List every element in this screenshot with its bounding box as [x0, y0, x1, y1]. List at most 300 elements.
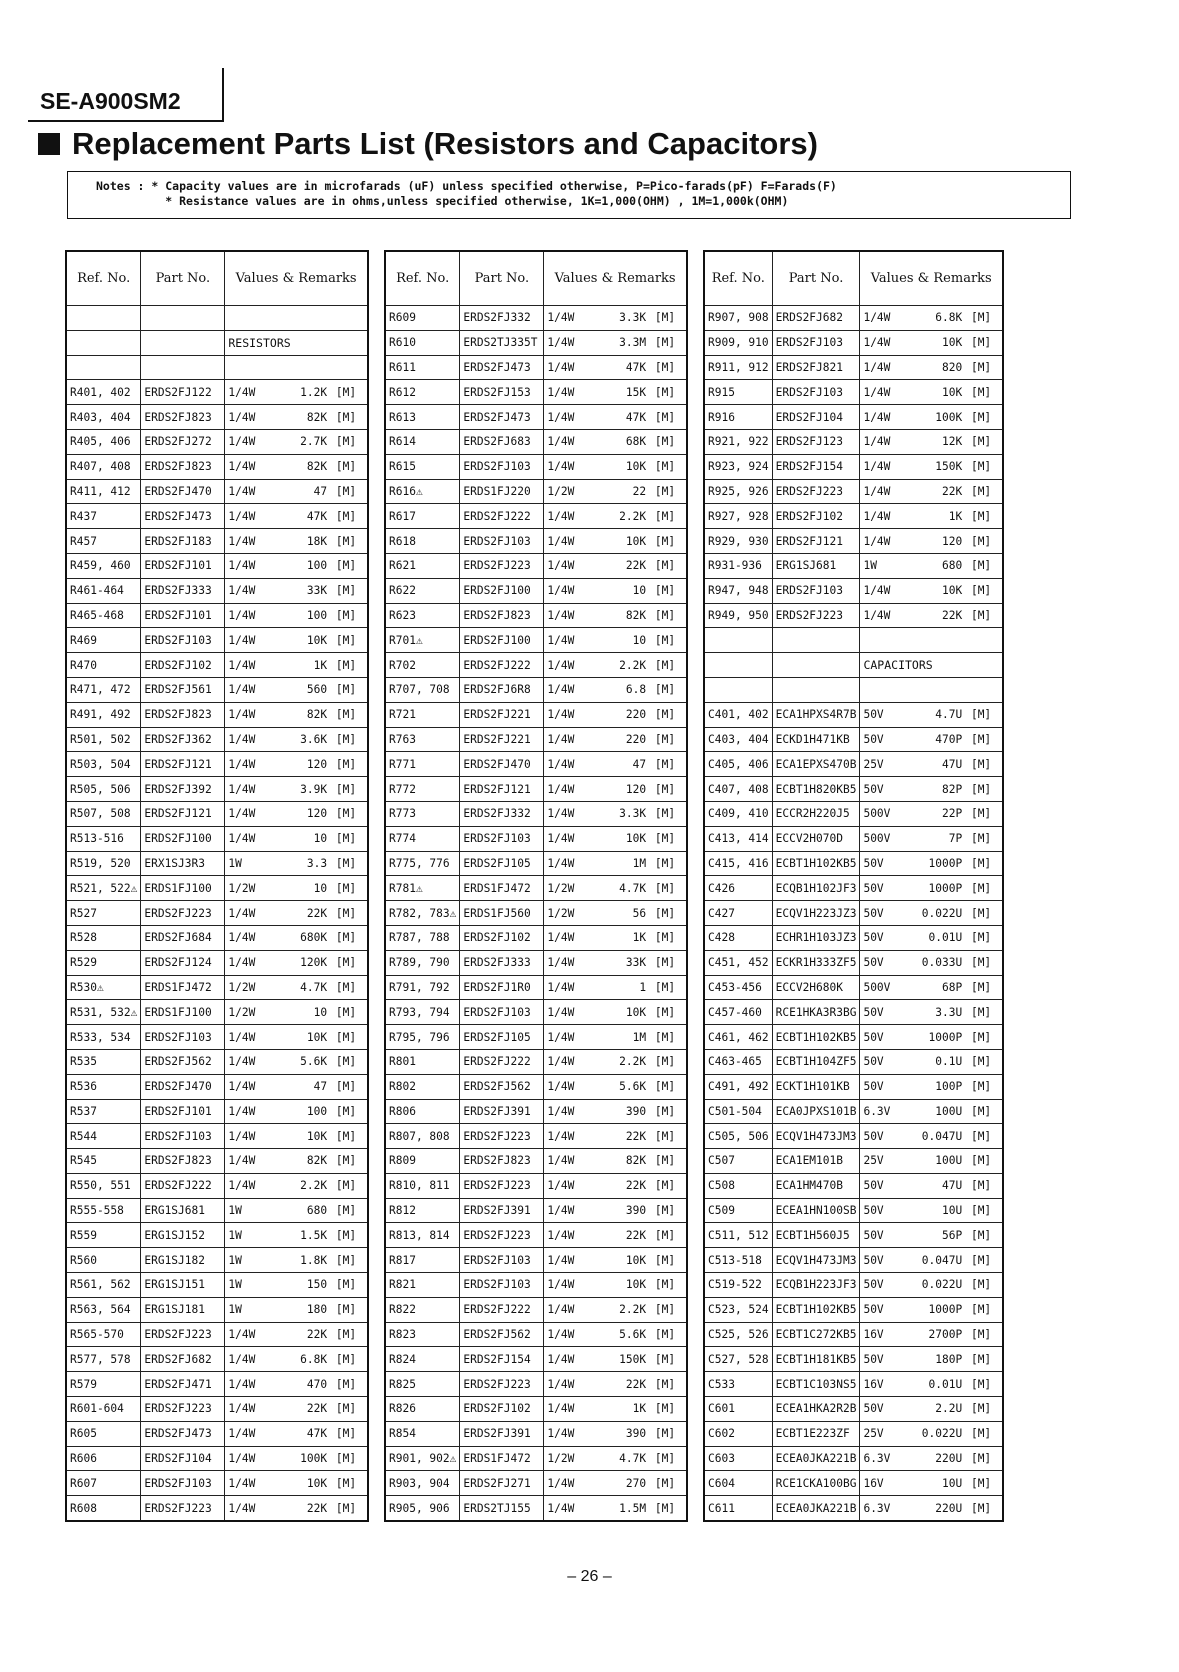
- values-remarks: [228, 907, 364, 920]
- table-row: [66, 553, 368, 578]
- value: 3.3U: [935, 1005, 963, 1019]
- values-remarks: [863, 559, 999, 572]
- rating: 1/4W: [863, 608, 891, 622]
- values-cell: [225, 1248, 368, 1273]
- part-no: ERDS2FJ6R8: [460, 677, 544, 702]
- ref-no: R824: [385, 1347, 460, 1372]
- values-remarks: [228, 1254, 364, 1267]
- rating: 50V: [863, 881, 884, 895]
- ref-no: C603: [704, 1446, 772, 1471]
- value: 1.5M: [619, 1501, 647, 1515]
- values-cell: [225, 578, 368, 603]
- values-remarks: [228, 683, 364, 696]
- values-remarks: [228, 1006, 364, 1019]
- value: 47: [313, 484, 328, 498]
- remark: [M]: [654, 608, 676, 622]
- ref-no: [66, 306, 141, 331]
- values-remarks: [547, 683, 683, 696]
- table-row: [66, 306, 368, 331]
- part-no: ECCV2H070D: [772, 826, 860, 851]
- values-remarks: [547, 460, 683, 473]
- table-row: [66, 777, 368, 802]
- ref-no: R437: [66, 504, 141, 529]
- values-cell: [225, 429, 368, 454]
- part-no: ERDS2FJ222: [141, 1173, 225, 1198]
- remark: [M]: [970, 534, 992, 548]
- values-cell: [544, 801, 687, 826]
- rating: 1/4W: [863, 584, 891, 598]
- value: 270: [625, 1476, 647, 1490]
- values-remarks: [547, 1353, 683, 1366]
- part-no: ECA1HPXS4R7B: [772, 702, 860, 727]
- values-remarks: [228, 485, 364, 498]
- rating: 1/4W: [228, 1427, 256, 1441]
- part-no: ECHR1H103JZ3: [772, 925, 860, 950]
- part-no: ERDS2FJ470: [141, 1074, 225, 1099]
- values-remarks: [863, 535, 999, 548]
- remark: [M]: [335, 807, 357, 821]
- values-remarks: [863, 1179, 999, 1192]
- rating: 1/4W: [547, 658, 575, 672]
- values-remarks: [547, 857, 683, 870]
- part-no: ECEA1HKA2R2B: [772, 1397, 860, 1422]
- table-row: [385, 1000, 687, 1025]
- table-row: [704, 1273, 1003, 1298]
- values-remarks: [863, 1477, 999, 1490]
- part-no: ERDS2FJ223: [460, 553, 544, 578]
- rating: 500V: [863, 980, 891, 994]
- rating: 1/4W: [547, 807, 575, 821]
- ref-no: R781⚠: [385, 876, 460, 901]
- part-no: ERDS2FJ154: [460, 1347, 544, 1372]
- values-cell: [225, 1074, 368, 1099]
- values-remarks: [863, 1229, 999, 1242]
- value: 5.6K: [619, 1080, 647, 1094]
- values-remarks: [547, 1477, 683, 1490]
- remark: [M]: [654, 1104, 676, 1118]
- ref-no: R617: [385, 504, 460, 529]
- values-remarks: [228, 1031, 364, 1044]
- values-remarks: [863, 1154, 999, 1167]
- value: 100: [306, 559, 328, 573]
- part-no: ERDS2FJ333: [141, 578, 225, 603]
- rating: 1/4W: [228, 1179, 256, 1193]
- rating: 1/4W: [228, 658, 256, 672]
- ref-no: C525, 526: [704, 1322, 772, 1347]
- values-cell: [544, 553, 687, 578]
- values-cell: [225, 479, 368, 504]
- ref-no: R606: [66, 1446, 141, 1471]
- ref-no: R521, 522⚠: [66, 876, 141, 901]
- value: 82K: [625, 608, 647, 622]
- rating: 1/4W: [228, 931, 256, 945]
- rating: 1/4W: [228, 1055, 256, 1069]
- rating: 1/4W: [863, 336, 891, 350]
- values-remarks: [547, 1378, 683, 1391]
- table-row: [66, 1198, 368, 1223]
- values-cell: [544, 306, 687, 331]
- table-row: [385, 876, 687, 901]
- values-cell: [544, 1223, 687, 1248]
- values-cell: [860, 727, 1003, 752]
- ref-no: C403, 404: [704, 727, 772, 752]
- rating: 1/4W: [547, 1179, 575, 1193]
- table-row: [66, 1446, 368, 1471]
- ref-no: R528: [66, 925, 141, 950]
- parts-table-2: [384, 250, 688, 1522]
- ref-no: R618: [385, 529, 460, 554]
- part-no: ERDS2FJ100: [460, 578, 544, 603]
- value: 0.1U: [935, 1055, 963, 1069]
- values-remarks: [547, 758, 683, 771]
- value: 820: [941, 360, 963, 374]
- ref-no: R807, 808: [385, 1124, 460, 1149]
- part-no: ECBT1H104ZF5: [772, 1049, 860, 1074]
- rating: 1W: [228, 1278, 242, 1292]
- values-remarks: [547, 1502, 683, 1515]
- remark: [M]: [654, 311, 676, 325]
- value: 18K: [306, 534, 328, 548]
- table-row: [66, 901, 368, 926]
- part-no: ECBT1H102KB5: [772, 1025, 860, 1050]
- remark: [M]: [654, 1352, 676, 1366]
- ref-no: C519-522: [704, 1273, 772, 1298]
- remark: [M]: [335, 1377, 357, 1391]
- ref-no: R608: [66, 1496, 141, 1521]
- ref-no: R622: [385, 578, 460, 603]
- part-no: ERDS2FJ102: [460, 925, 544, 950]
- value: 82K: [306, 460, 328, 474]
- ref-no: R559: [66, 1223, 141, 1248]
- values-cell: [225, 777, 368, 802]
- values-cell: [225, 1198, 368, 1223]
- value: 33K: [306, 584, 328, 598]
- table-row: [66, 975, 368, 1000]
- values-remarks: [863, 758, 999, 771]
- rating: 1/4W: [547, 1154, 575, 1168]
- table-row: [704, 1248, 1003, 1273]
- table-row: [66, 1149, 368, 1174]
- table-row: [66, 355, 368, 380]
- values-remarks: [863, 584, 999, 597]
- remark: [M]: [335, 1005, 357, 1019]
- ref-no: R550, 551: [66, 1173, 141, 1198]
- values-cell: [860, 975, 1003, 1000]
- table-row: [704, 901, 1003, 926]
- values-remarks: [228, 1204, 364, 1217]
- table-row: [385, 553, 687, 578]
- ref-no: C601: [704, 1397, 772, 1422]
- notes-line-2: * Resistance values are in ohms,unless specified otherwise, 1K=1,000(OHM) , 1M=1,000k(OHM): [165, 194, 789, 208]
- value: 120: [941, 534, 963, 548]
- part-no: ECQV1H223JZ3: [772, 901, 860, 926]
- values-cell: [544, 1347, 687, 1372]
- ref-no: R535: [66, 1049, 141, 1074]
- value: 82K: [625, 1154, 647, 1168]
- table-row: [385, 1025, 687, 1050]
- table-row: [66, 851, 368, 876]
- values-cell: [225, 1025, 368, 1050]
- remark: [M]: [654, 856, 676, 870]
- part-no: ERG1SJ151: [141, 1273, 225, 1298]
- part-no: ERDS2FJ122: [141, 380, 225, 405]
- table-body: [385, 306, 687, 1522]
- ref-no: R461-464: [66, 578, 141, 603]
- remark: [M]: [335, 509, 357, 523]
- rating: 1/4W: [863, 460, 891, 474]
- values-cell: [860, 553, 1003, 578]
- values-cell: [225, 901, 368, 926]
- value: 220: [625, 732, 647, 746]
- value: 3.3: [306, 856, 328, 870]
- table-row: [66, 876, 368, 901]
- part-no: ERDS2FJ102: [141, 653, 225, 678]
- values-cell: [860, 901, 1003, 926]
- values-cell: [225, 826, 368, 851]
- rating: 1/4W: [547, 1080, 575, 1094]
- value: 100: [306, 608, 328, 622]
- remark: [M]: [970, 980, 992, 994]
- values-remarks: [547, 510, 683, 523]
- part-no: ERDS2FJ823: [141, 405, 225, 430]
- column-header-part: Part No.: [141, 251, 225, 306]
- values-cell: [544, 702, 687, 727]
- table-row: [385, 925, 687, 950]
- part-no: ERDS2FJ391: [460, 1099, 544, 1124]
- ref-no: R810, 811: [385, 1173, 460, 1198]
- values-remarks: [863, 1328, 999, 1341]
- part-no: ECEA1HN100SB: [772, 1198, 860, 1223]
- value: 10K: [625, 832, 647, 846]
- ref-no: C611: [704, 1496, 772, 1521]
- values-remarks: [547, 1080, 683, 1093]
- values-cell: [860, 306, 1003, 331]
- remark: [M]: [970, 757, 992, 771]
- table-row: [385, 479, 687, 504]
- value: 120: [306, 757, 328, 771]
- remark: [M]: [654, 435, 676, 449]
- rating: 6.3V: [863, 1104, 891, 1118]
- value: 3.3K: [619, 807, 647, 821]
- column-header-ref: Ref. No.: [704, 251, 772, 306]
- part-no: ERDS2FJ103: [772, 578, 860, 603]
- rating: 1/4W: [547, 460, 575, 474]
- rating: 1/4W: [547, 559, 575, 573]
- table-row: [385, 752, 687, 777]
- remark: [M]: [970, 1005, 992, 1019]
- table-row: [385, 628, 687, 653]
- table-row: [66, 925, 368, 950]
- column-header-ref: Ref. No.: [66, 251, 141, 306]
- rating: 1/2W: [228, 881, 256, 895]
- table-row: [66, 1248, 368, 1273]
- values-remarks: [228, 783, 364, 796]
- value: 220U: [935, 1501, 963, 1515]
- ref-no: R782, 783⚠: [385, 901, 460, 926]
- values-remarks: [547, 559, 683, 572]
- value: 10K: [941, 336, 963, 350]
- values-remarks: [547, 956, 683, 969]
- part-no: ERDS2FJ333: [460, 950, 544, 975]
- part-no: ERDS2FJ124: [141, 950, 225, 975]
- rating: 50V: [863, 906, 884, 920]
- remark: [M]: [654, 1303, 676, 1317]
- ref-no: R565-570: [66, 1322, 141, 1347]
- part-no: ERDS2FJ223: [141, 1322, 225, 1347]
- ref-no: R491, 492: [66, 702, 141, 727]
- ref-no: R929, 930: [704, 529, 772, 554]
- remark: [M]: [335, 1476, 357, 1490]
- rating: 1/4W: [228, 410, 256, 424]
- ref-no: R613: [385, 405, 460, 430]
- ref-no: R403, 404: [66, 405, 141, 430]
- part-no: ERX1SJ3R3: [141, 851, 225, 876]
- ref-no: R789, 790: [385, 950, 460, 975]
- rating: 1/4W: [547, 385, 575, 399]
- values-cell: [860, 677, 1003, 702]
- value: 10U: [941, 1476, 963, 1490]
- rating: 1/2W: [547, 906, 575, 920]
- values-remarks: [863, 1402, 999, 1415]
- rating: 1/4W: [547, 956, 575, 970]
- part-no: ERDS2FJ101: [141, 603, 225, 628]
- value: 180: [306, 1303, 328, 1317]
- values-remarks: [863, 1452, 999, 1465]
- rating: 1/4W: [228, 832, 256, 846]
- part-no: ERDS2FJ223: [141, 1496, 225, 1521]
- table-row: [704, 380, 1003, 405]
- values-remarks: [547, 609, 683, 622]
- part-no: ECQB1H223JF3: [772, 1273, 860, 1298]
- part-no: ERDS2FJ223: [772, 479, 860, 504]
- values-cell: [860, 1421, 1003, 1446]
- values-cell: [225, 1347, 368, 1372]
- ref-no: R577, 578: [66, 1347, 141, 1372]
- part-no: ERG1SJ152: [141, 1223, 225, 1248]
- values-remarks: [547, 1204, 683, 1217]
- rating: 1/4W: [863, 484, 891, 498]
- value: 10: [632, 584, 647, 598]
- remark: [M]: [335, 1328, 357, 1342]
- values-cell: [544, 603, 687, 628]
- value: 390: [625, 1104, 647, 1118]
- values-remarks: [863, 435, 999, 448]
- rating: 1/4W: [228, 1452, 256, 1466]
- table-row: [385, 777, 687, 802]
- values-remarks: [228, 882, 364, 895]
- value: 6.8K: [935, 311, 963, 325]
- ref-no: R826: [385, 1397, 460, 1422]
- values-remarks: [228, 460, 364, 473]
- rating: 6.3V: [863, 1501, 891, 1515]
- values-remarks: [547, 882, 683, 895]
- value: 1000P: [928, 1030, 963, 1044]
- rating: 16V: [863, 1328, 884, 1342]
- value: 180P: [935, 1352, 963, 1366]
- remark: [M]: [654, 1328, 676, 1342]
- ref-no: R903, 904: [385, 1471, 460, 1496]
- values-cell: [544, 529, 687, 554]
- value: 22K: [306, 1402, 328, 1416]
- ref-no: R806: [385, 1099, 460, 1124]
- ref-no: C509: [704, 1198, 772, 1223]
- values-remarks: [863, 1006, 999, 1019]
- value: 2.2U: [935, 1402, 963, 1416]
- rating: 50V: [863, 1228, 884, 1242]
- remark: [M]: [654, 1452, 676, 1466]
- table-row: [66, 628, 368, 653]
- ref-no: R457: [66, 529, 141, 554]
- part-no: ERDS2FJ121: [772, 529, 860, 554]
- value: 22P: [941, 807, 963, 821]
- table-row: [704, 826, 1003, 851]
- ref-no: R772: [385, 777, 460, 802]
- ref-no: R791, 792: [385, 975, 460, 1000]
- table-row: [66, 727, 368, 752]
- rating: 1/4W: [547, 1328, 575, 1342]
- values-cell: [544, 1471, 687, 1496]
- value: 22K: [625, 1179, 647, 1193]
- part-no: ECEA0JKA221B: [772, 1496, 860, 1521]
- ref-no: C513-518: [704, 1248, 772, 1273]
- values-remarks: [547, 485, 683, 498]
- values-remarks: [547, 386, 683, 399]
- table-row: [385, 1273, 687, 1298]
- remark: [M]: [970, 360, 992, 374]
- table-row: [704, 1297, 1003, 1322]
- value: 47: [632, 757, 647, 771]
- remark: [M]: [970, 1427, 992, 1441]
- rating: 1/4W: [547, 410, 575, 424]
- table-row: [704, 1049, 1003, 1074]
- value: 120: [625, 782, 647, 796]
- ref-no: C427: [704, 901, 772, 926]
- part-no: ECBT1H102KB5: [772, 851, 860, 876]
- table-row: [66, 1496, 368, 1521]
- ref-no: R854: [385, 1421, 460, 1446]
- value: 0.047U: [921, 1253, 963, 1267]
- part-no: RCE1HKA3R3BG: [772, 1000, 860, 1025]
- remark: [M]: [970, 1154, 992, 1168]
- remark: [M]: [970, 931, 992, 945]
- remark: [M]: [335, 1278, 357, 1292]
- rating: 1/4W: [228, 559, 256, 573]
- ref-no: C401, 402: [704, 702, 772, 727]
- ref-no: R527: [66, 901, 141, 926]
- values-cell: [860, 1000, 1003, 1025]
- values-cell: [860, 826, 1003, 851]
- part-no: ERDS2FJ222: [460, 653, 544, 678]
- part-no: ECQB1H102JF3: [772, 876, 860, 901]
- part-no: ERDS2FJ223: [772, 603, 860, 628]
- remark: [M]: [970, 1328, 992, 1342]
- table-row: [704, 876, 1003, 901]
- part-no: ERDS2FJ223: [460, 1223, 544, 1248]
- part-no: ERDS1FJ100: [141, 876, 225, 901]
- values-remarks: [547, 1254, 683, 1267]
- value: 3.6K: [300, 732, 328, 746]
- remark: [M]: [970, 1501, 992, 1515]
- part-no: ERDS2FJ104: [772, 405, 860, 430]
- remark: [M]: [654, 1129, 676, 1143]
- part-no: ECBT1H820KB5: [772, 777, 860, 802]
- values-remarks: [863, 1427, 999, 1440]
- ref-no: R916: [704, 405, 772, 430]
- values-remarks: [228, 733, 364, 746]
- rating: 1/4W: [228, 1129, 256, 1143]
- remark: [M]: [970, 1129, 992, 1143]
- value: 150K: [935, 460, 963, 474]
